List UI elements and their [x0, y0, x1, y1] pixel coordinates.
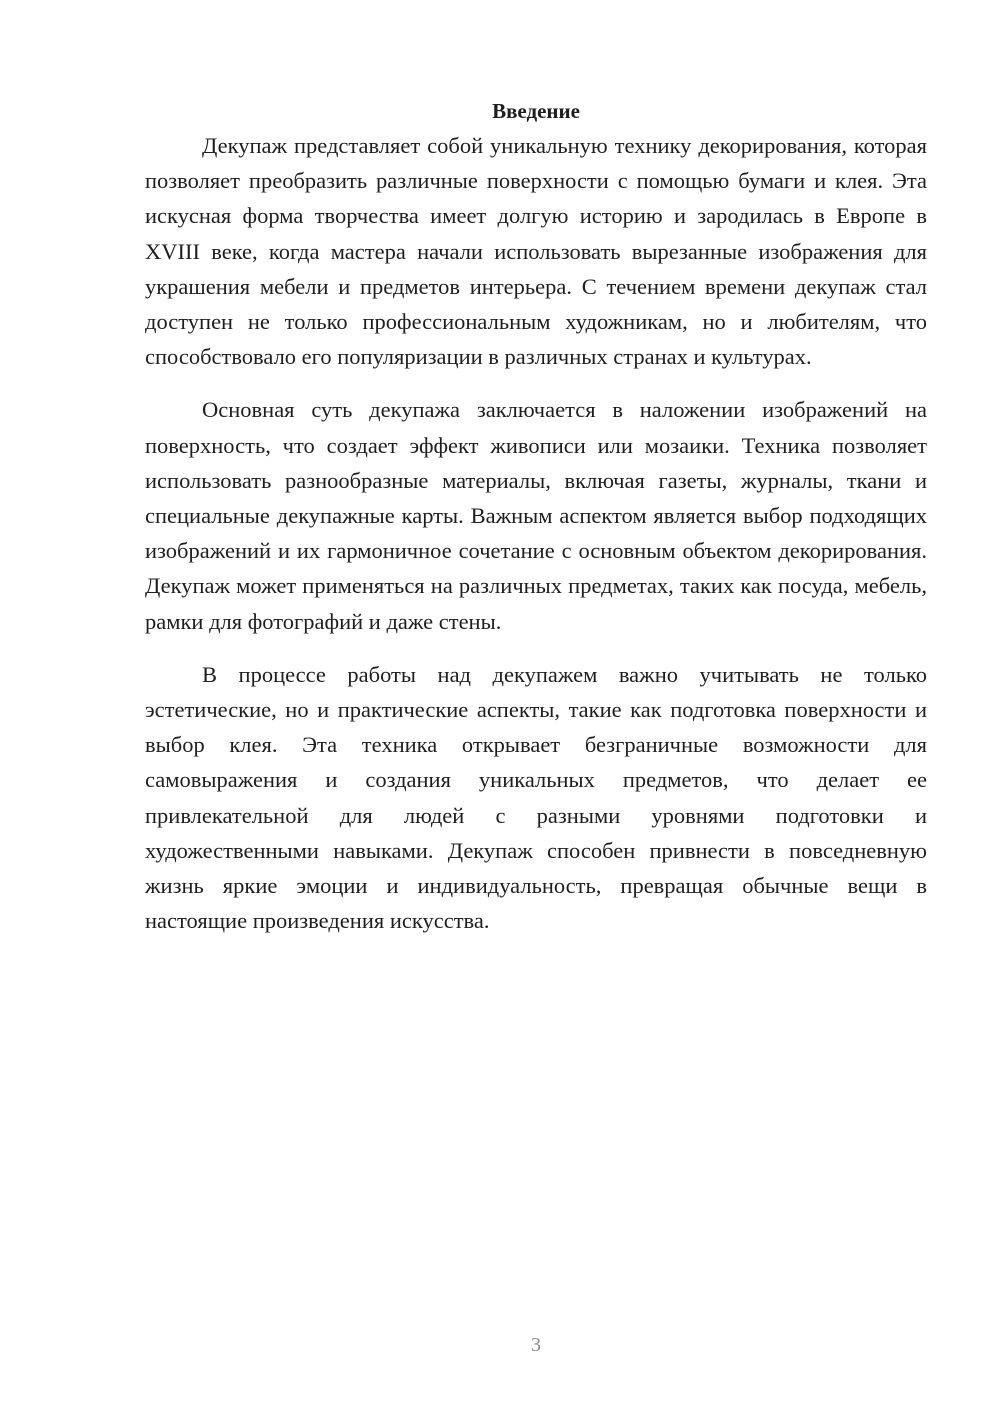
- paragraph-1: Декупаж представляет собой уникальную технику декорирования, которая позволяет преобразить различные поверхности с помощью бумаги и клея. Эта искусная форма творчества имеет долгую историю и зародилась в Европе в XVIII веке, когда мастера начали использовать вырезанные изображения для украшения мебели и предметов интерьера. С течением времени декупаж стал доступен не только профессиональным художникам, но и любителям, что способствовало его популяризации в различных странах и культурах.: [145, 133, 927, 370]
- paragraph-2: Основная суть декупажа заключается в наложении изображений на поверхность, что создает эффект живописи или мозаики. Техника позволяет использовать разнообразные материалы, включая газеты, журналы, ткани и специальные декупажные карты. Важным аспектом является выбор подходящих изображений и их гармоничное сочетание с основным объектом декорирования. Декупаж может применяться на различных предметах, таких как посуда, мебель, рамки для фотографий и даже стены.: [145, 397, 927, 634]
- section-title: Введение: [492, 99, 580, 123]
- paragraph-3: В процессе работы над декупажем важно учитывать не только эстетические, но и практические аспекты, такие как подготовка поверхности и выбор клея. Эта техника открывает безграничные возможности для самовыражения и создания уникальных предметов, что делает ее привлекательной для людей с разными уровнями подготовки и художественными навыками. Декупаж способен привнести в повседневную жизнь яркие эмоции и индивидуальность, превращая обычные вещи в настоящие произведения искусства.: [145, 661, 927, 934]
- page-number: 3: [531, 1334, 541, 1356]
- page-content: [145, 95, 927, 938]
